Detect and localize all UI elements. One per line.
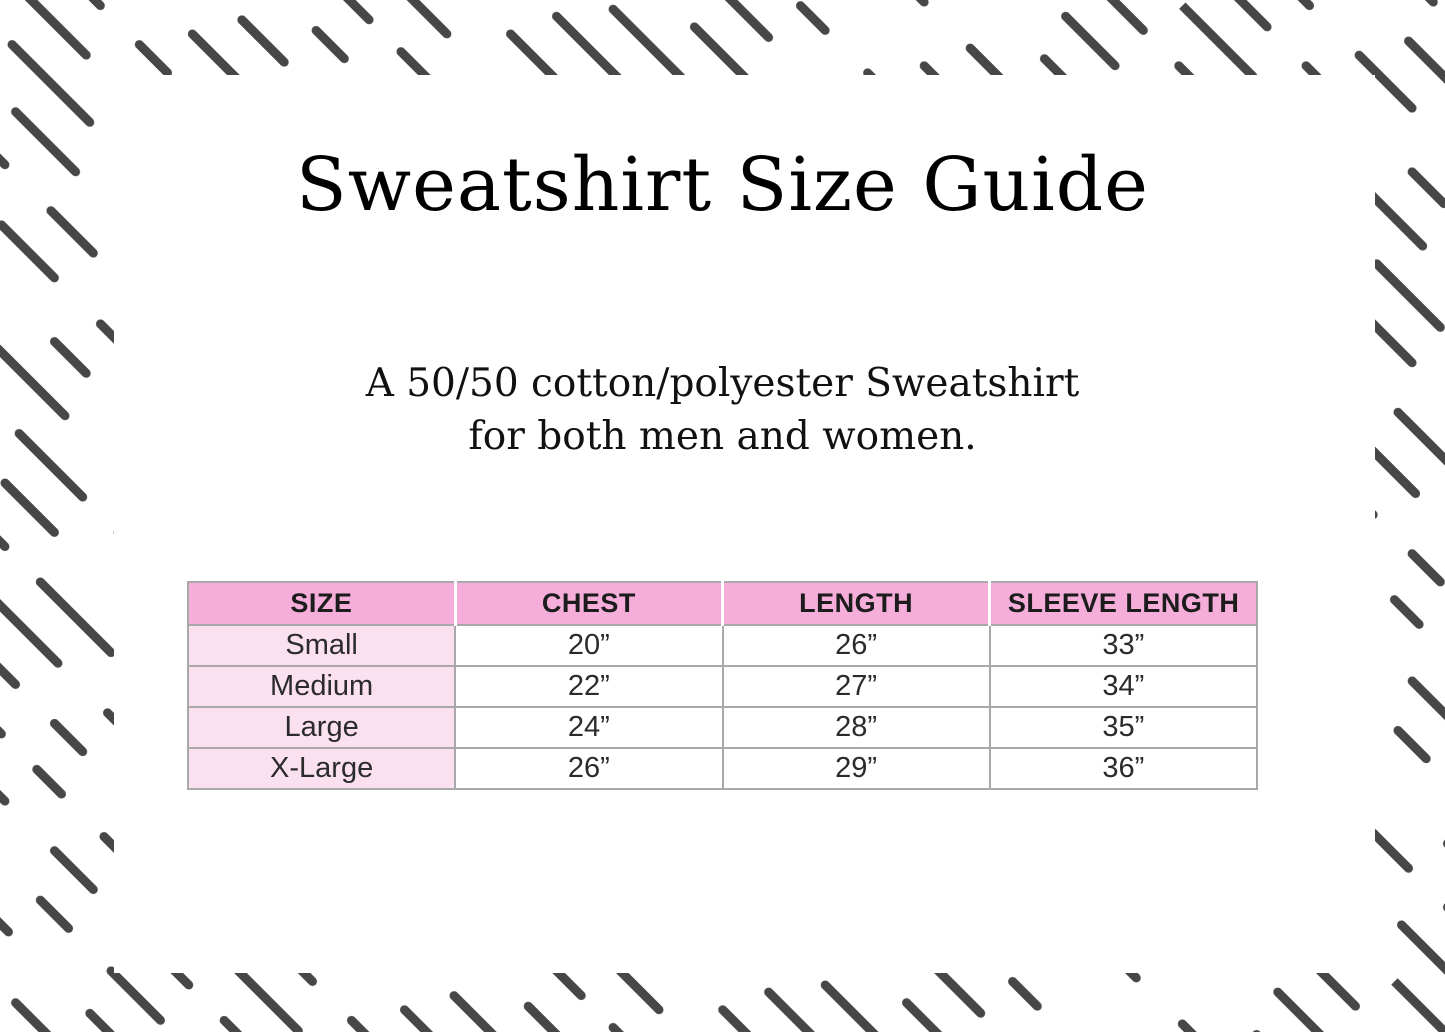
table-header-row: [188, 582, 1257, 625]
table-row-large: [188, 707, 1257, 748]
cell-size: X-Large: [188, 748, 455, 789]
cell-length: 29”: [723, 748, 990, 789]
cell-sleeve: 36”: [990, 748, 1257, 789]
subtitle: [0, 357, 1445, 463]
cell-size: Small: [188, 625, 455, 666]
header-length: LENGTH: [723, 582, 990, 625]
cell-length: 28”: [723, 707, 990, 748]
subtitle-line-1: A 50/50 cotton/polyester Sweatshirt: [365, 361, 1080, 406]
table-row-x-large: [188, 748, 1257, 789]
table-row-medium: [188, 666, 1257, 707]
cell-sleeve: 33”: [990, 625, 1257, 666]
subtitle-line-2: for both men and women.: [468, 414, 977, 459]
cell-length: 27”: [723, 666, 990, 707]
cell-chest: 24”: [455, 707, 722, 748]
table-row-small: [188, 625, 1257, 666]
cell-sleeve: 34”: [990, 666, 1257, 707]
size-guide-table-wrap: [187, 581, 1258, 790]
header-sleeve-length: SLEEVE LENGTH: [990, 582, 1257, 625]
cell-sleeve: 35”: [990, 707, 1257, 748]
cell-length: 26”: [723, 625, 990, 666]
header-size: SIZE: [188, 582, 455, 625]
page-title: Sweatshirt Size Guide: [296, 142, 1149, 228]
cell-chest: 20”: [455, 625, 722, 666]
header-chest: CHEST: [455, 582, 722, 625]
cell-size: Large: [188, 707, 455, 748]
cell-chest: 22”: [455, 666, 722, 707]
cell-chest: 26”: [455, 748, 722, 789]
cell-size: Medium: [188, 666, 455, 707]
size-guide-table: [187, 581, 1258, 790]
content-area: [114, 75, 1375, 973]
